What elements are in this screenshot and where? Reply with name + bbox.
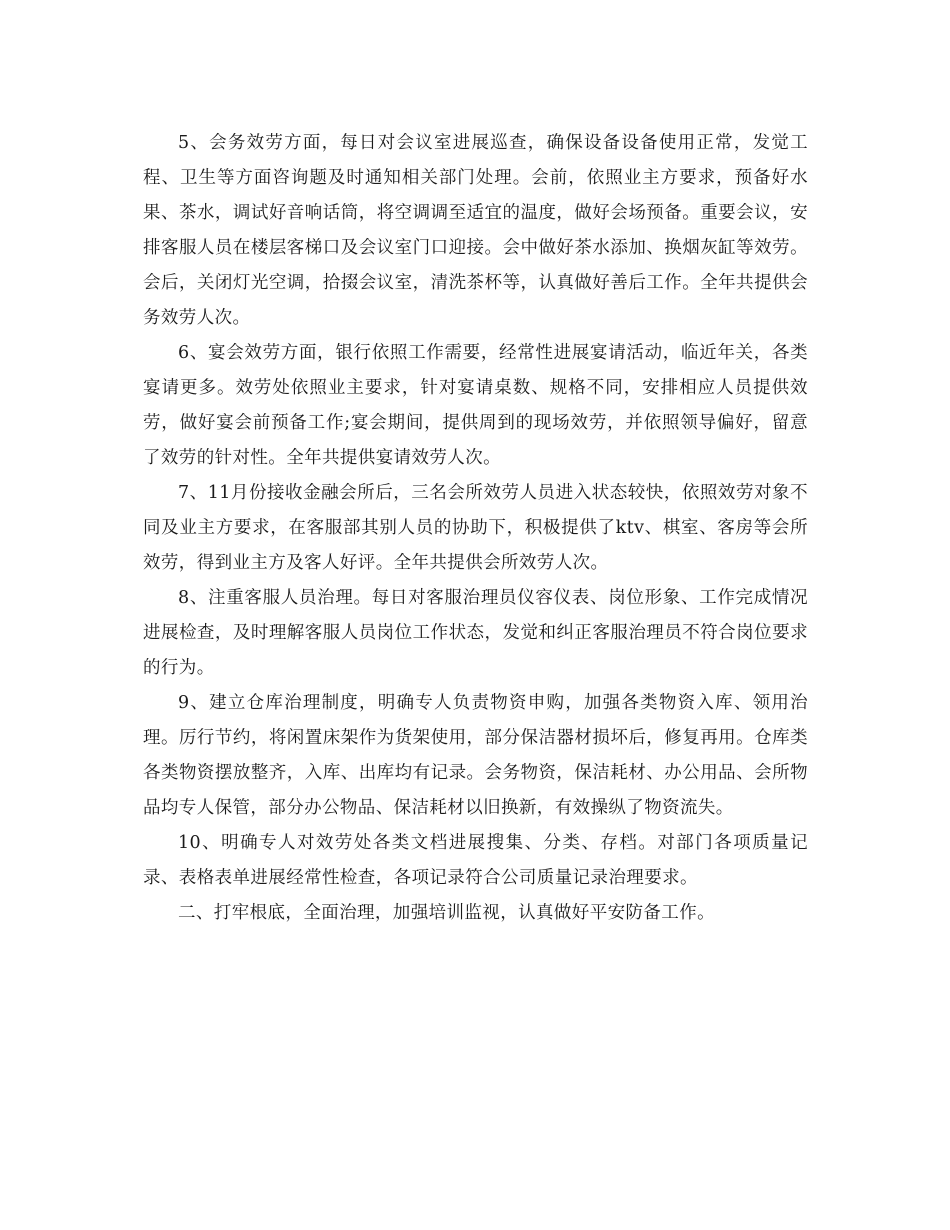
paragraph-staff-management: 8、注重客服人员治理。每日对客服治理员仪容仪表、岗位形象、工作完成情况进展检查，及时理解客服人员岗位工作状态，发觉和纠正客服治理员不符合岗位要求的行为。	[143, 588, 808, 678]
paragraph-warehouse-management: 9、建立仓库治理制度，明确专人负责物资申购，加强各类物资入库、领用治理。厉行节约，将闲置床架作为货架使用，部分保洁器材损坏后，修复再用。仓库类各类物资摆放整齐，入库、出库均有记录。会务物资，保洁耗材、办公用品、会所物品均专人保管，部分办公物品、保洁耗材以旧换新，有效操纵了物资流失。	[143, 693, 808, 818]
paragraph-banquet-service: 6、宴会效劳方面，银行依照工作需要，经常性进展宴请活动，临近年关，各类宴请更多。效劳处依照业主要求，针对宴请桌数、规格不同，安排相应人员提供效劳，做好宴会前预备工作;宴会期间，提供周到的现场效劳，并依照领导偏好，留意了效劳的针对性。全年共提供宴请效劳人次。	[143, 343, 808, 468]
document-body	[143, 126, 808, 931]
paragraph-section-heading: 二、打牢根底，全面治理，加强培训监视，认真做好平安防备工作。	[178, 903, 715, 923]
paragraph-document-filing: 10、明确专人对效劳处各类文档进展搜集、分类、存档。对部门各项质量记录、表格表单进展经常性检查，各项记录符合公司质量记录治理要求。	[143, 833, 808, 888]
paragraph-meeting-service: 5、会务效劳方面，每日对会议室进展巡查，确保设备设备使用正常，发觉工程、卫生等方面咨询题及时通知相关部门处理。会前，依照业主方要求，预备好水果、茶水，调试好音响话筒，将空调调至适宜的温度，做好会场预备。重要会议，安排客服人员在楼层客梯口及会议室门口迎接。会中做好茶水添加、换烟灰缸等效劳。会后，关闭灯光空调，拾掇会议室，清洗茶杯等，认真做好善后工作。全年共提供会务效劳人次。	[143, 133, 808, 328]
paragraph-club-service: 7、11月份接收金融会所后，三名会所效劳人员进入状态较快，依照效劳对象不同及业主方要求，在客服部其别人员的协助下，积极提供了ktv、棋室、客房等会所效劳，得到业主方及客人好评。全年共提供会所效劳人次。	[143, 483, 808, 573]
